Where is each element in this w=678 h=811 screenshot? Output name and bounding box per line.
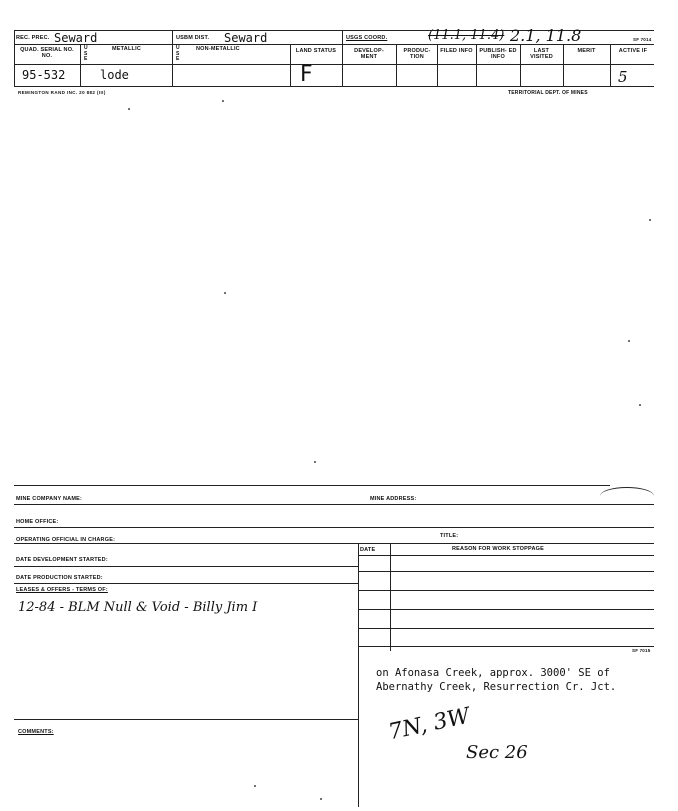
scan-speck — [320, 798, 322, 800]
form-number-bottom: SF 7015 — [632, 648, 651, 653]
production-label: PRODUC- TION — [403, 48, 431, 60]
rec-prec-value: Seward — [54, 31, 98, 45]
land-status-value: F — [300, 62, 314, 87]
scan-speck — [314, 461, 316, 463]
scan-speck — [254, 785, 256, 787]
usgs-coord-label: USGS COORD. — [346, 35, 388, 41]
land-status-label: LAND STATUS — [295, 48, 337, 54]
leases-label: LEASES & OFFERS - TERMS OF: — [16, 587, 108, 593]
scan-speck — [222, 100, 224, 102]
date-production-label: DATE PRODUCTION STARTED: — [16, 575, 103, 581]
mine-address-label: MINE ADDRESS: — [370, 496, 417, 502]
scan-speck — [639, 404, 641, 406]
serial-number-value: 95-532 — [22, 68, 66, 82]
usbm-dist-value: Seward — [224, 31, 268, 45]
use-letters-metallic: U S E — [84, 45, 88, 62]
merit-label: MERIT — [577, 48, 596, 54]
township-range-note: 7N, 3W — [386, 703, 473, 746]
rec-prec-label: REC. PREC. — [16, 35, 50, 41]
active-mark: 5 — [618, 68, 628, 86]
form-number-top: SF 7014 — [633, 37, 652, 42]
coord-struck-value: (11.1, 11.4) — [428, 28, 505, 43]
mine-company-label: MINE COMPANY NAME: — [16, 496, 83, 502]
last-visited-label: LAST VISITED — [530, 48, 553, 60]
metallic-label: METALLIC — [112, 46, 141, 52]
leases-value: 12-84 - BLM Null & Void - Billy Jim I — [18, 600, 258, 615]
scan-speck — [128, 108, 130, 110]
date-column-label: DATE — [360, 547, 376, 553]
filed-info-label: FILED INFO — [440, 48, 473, 54]
active-if-label: ACTIVE IF — [618, 48, 648, 54]
coord-value: 2.1, 11.8 — [510, 26, 582, 45]
title-label: TITLE: — [440, 533, 459, 539]
reason-column-label: REASON FOR WORK STOPPAGE — [452, 546, 544, 552]
home-office-label: HOME OFFICE: — [16, 519, 59, 525]
operating-official-label: OPERATING OFFICIAL IN CHARGE: — [16, 537, 116, 543]
section-note: Sec 26 — [466, 742, 528, 763]
scan-speck — [628, 340, 630, 342]
metallic-value: lode — [100, 68, 129, 82]
territorial-dept-text: TERRITORIAL DEPT. OF MINES — [508, 90, 588, 96]
use-letters-nonmetallic: U S E — [176, 45, 180, 62]
torn-edge-line — [600, 487, 654, 496]
comments-label: COMMENTS: — [18, 729, 54, 735]
date-development-label: DATE DEVELOPMENT STARTED: — [16, 557, 108, 563]
location-line-1: on Afonasa Creek, approx. 3000' SE of — [376, 667, 610, 679]
scan-speck — [224, 292, 226, 294]
printer-imprint: REMINGTON RAND INC. 20 882 (III) — [18, 90, 106, 95]
scan-speck — [649, 219, 651, 221]
usbm-dist-label: USBM DIST. — [176, 35, 210, 41]
published-info-label: PUBLISH- ED INFO — [479, 48, 517, 60]
non-metallic-label: NON-METALLIC — [196, 46, 240, 52]
development-label: DEVELOP- MENT — [354, 48, 384, 60]
location-line-2: Abernathy Creek, Resurrection Cr. Jct. — [376, 681, 617, 693]
quad-serial-label: QUAD. SERIAL NO. NO. — [20, 47, 74, 59]
